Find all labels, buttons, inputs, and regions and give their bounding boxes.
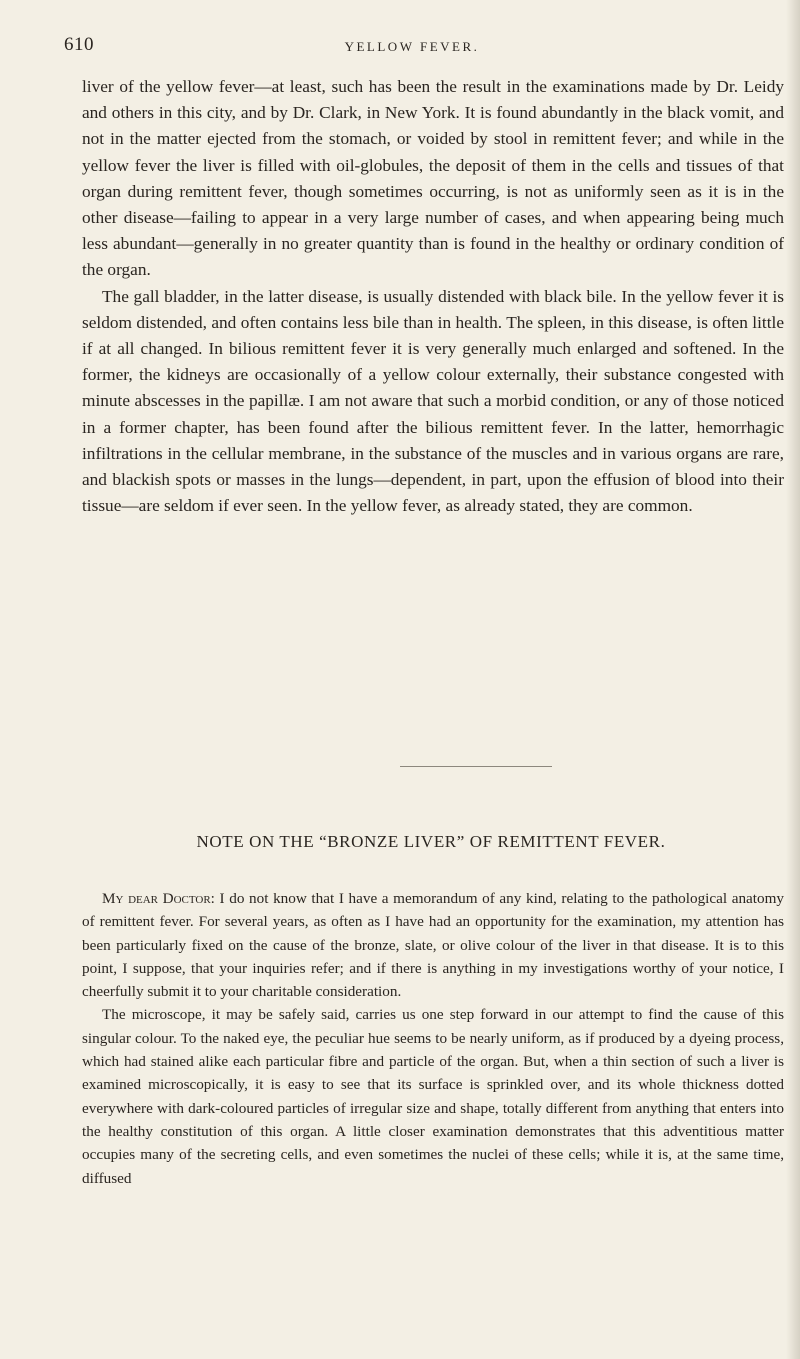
section-divider — [400, 766, 552, 767]
paragraph-gall-bladder: The gall bladder, in the latter disease, is usually distended with black bile. In the yellow fever it is seldom distended, and often contains less bile than in health. The spleen, in this disease, is often little if at all changed. In bilious remittent fever it is very generally much enlarged and softened. In the former, the kidneys are occasionally of a yellow colour externally, their substance congested with minute abscesses in the papillæ. I am not aware that such a morbid condition, or any of those noticed in a former chapter, has been found after the bilious remittent fever. In the latter, hemorrhagic infiltrations in the cellular membrane, in the substance of the muscles and in various organs are rare, and blackish spots or masses in the lungs—dependent, in part, upon the effusion of blood into their tissue—are seldom if ever seen. In the yellow fever, as already stated, they are common. — [82, 286, 784, 516]
note-salutation: My dear Doctor: — [102, 890, 215, 907]
note-paragraph-2: The microscope, it may be safely said, carries us one step forward in our attempt to find the cause of this singular colour. To the naked eye, the peculiar hue seems to be nearly uniform, as if produced by a dyeing process, which had stained alike each particular fibre and particle of the organ. But, when a thin section of such a liver is examined microscopically, it is easy to see that its surface is sprinkled over, and its whole thickness dotted everywhere with dark-coloured particles of irregular size and shape, totally different from anything that enters into the healthy constitution of this organ. A little closer examination demonstrates that this adventitious matter occupies many of the secreting cells, and even sometimes the nuclei of these cells; while it is, at the same time, diffused — [82, 1006, 784, 1187]
page-number: 610 — [64, 34, 94, 55]
note-paragraph-1 — [82, 887, 784, 1003]
paragraph-continued: liver of the yellow fever—at least, such has been the result in the examinations made by Dr. Leidy and others in this city, and by Dr. Clark, in New York. It is found abundantly in the black vomit, and not in the matter ejected from the stomach, or voided by stool in remittent fever; and while in the yellow fever the liver is filled with oil-globules, the deposit of them in the cells and tissues of that organ during remittent fever, though sometimes occurring, is not as uniformly seen as it is in the other disease—failing to appear in a very large number of cases, and when appearing being much less abundant—generally in no greater quantity than is found in the healthy or ordinary condition of the organ. — [82, 77, 784, 280]
note-paragraph-1-text: I do not know that I have a memorandum of any kind, relating to the pathological anatomy of remittent fever. For several years, as often as I have had an opportunity for the examination, my attention has been particularly fixed on the cause of the bronze, slate, or olive colour of the liver in that disease. It is to this point, I suppose, that your inquiries refer; and if there is anything in my investigations worthy of your notice, I cheerfully submit it to your charitable consideration. — [82, 890, 784, 1001]
note-heading: NOTE ON THE “BRONZE LIVER” OF REMITTENT FEVER. — [196, 832, 666, 851]
page-edge-shadow — [786, 0, 800, 1359]
running-head — [64, 26, 760, 54]
running-title: YELLOW FEVER. — [344, 39, 480, 54]
main-text — [82, 74, 784, 519]
note-text — [82, 887, 784, 1190]
